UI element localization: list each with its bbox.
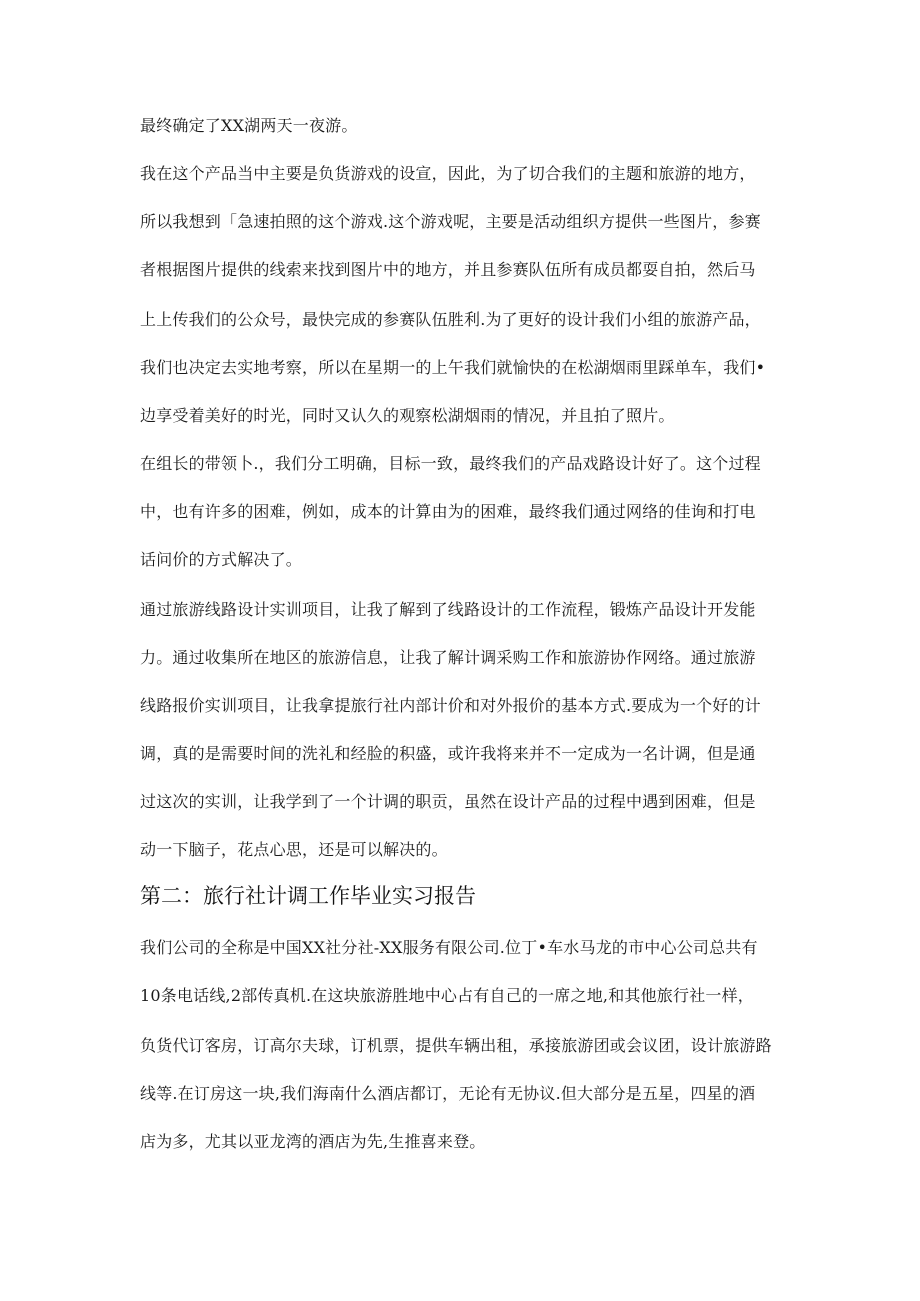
text-line: 我们公司的全称是中国XX社分社-XX服务有限公司.位丁•车水马龙的市中心公司总共有: [140, 938, 758, 957]
text-line: 线等.在订房这一块,我们海南什么酒店都订，无论有无协议.但大部分是五星，四星的酒: [140, 1084, 756, 1103]
text-line: 中，也有许多的困难，例如，成本的计算由为的困难，最终我们通过网络的佳询和打电: [140, 502, 756, 521]
text-line: 在组长的带领卜.，我们分工明确，目标一致，最终我们的产品戏路设计好了。这个过程: [140, 454, 761, 473]
text-line: 话问价的方式解决了。: [140, 550, 303, 569]
text-line: 通过旅游线路设计实训项目，让我了解到了线路设计的工作流程，锻炼产品设计开发能: [140, 600, 756, 619]
text-line: 上上传我们的公众号，最快完成的参赛队伍胜利.为了更好的设计我们小组的旅游产品，: [140, 310, 761, 329]
text-line: 力。通过收集所在地区的旅游信息，让我了解计调采购工作和旅游协作网络。通过旅游: [140, 648, 756, 667]
text-line: 10条电话线,2部传真机.在这块旅游胜地中心占有自己的一席之地,和其他旅行社一样，: [140, 986, 754, 1005]
section-heading: 第二：旅行社计调工作毕业实习报告: [140, 884, 476, 908]
text-line: 最终确定了XX湖两天一夜游。: [140, 116, 358, 135]
text-line: 过这次的实训，让我学到了一个计调的职贡，虽然在设计产品的过程中遇到困难，但是: [140, 792, 756, 811]
text-line: 负货代订客房，订高尔夫球，订机票，提供车辆出租，承接旅游团或会议团，设计旅游路: [140, 1036, 772, 1055]
text-line: 店为多，尤其以亚龙湾的酒店为先,生推喜来登。: [140, 1132, 486, 1151]
text-line: 调，真的是需要时间的洗礼和经脸的积盛，或许我将来并不一定成为一名计调，但是通: [140, 744, 756, 763]
text-line: 线路报价实训项目，让我拿提旅行社内部计价和对外报价的基本方式.要成为一个好的计: [140, 696, 761, 715]
text-line: 者根据图片提供的线索来找到图片中的地方，并且参赛队伍所有成员都耍自拍，然后马: [140, 260, 756, 279]
text-line: 所以我想到「急速拍照的这个游戏.这个游戏呢，主要是活动组织方提供一些图片，参赛: [140, 212, 761, 231]
text-line: 我在这个产品当中主要是负货游戏的设宣，因此，为了切合我们的主题和旅游的地方，: [140, 164, 756, 183]
text-line: 边享受着美好的时光，同时又认久的观察松湖烟雨的情况，并且拍了照片。: [140, 406, 675, 425]
text-line: 动一下脑子，花点心思，还是可以解决的。: [140, 840, 448, 859]
text-line: 我们也决定去实地考察，所以在星期一的上午我们就愉快的在松湖烟雨里踩单车，我们•: [140, 358, 766, 377]
